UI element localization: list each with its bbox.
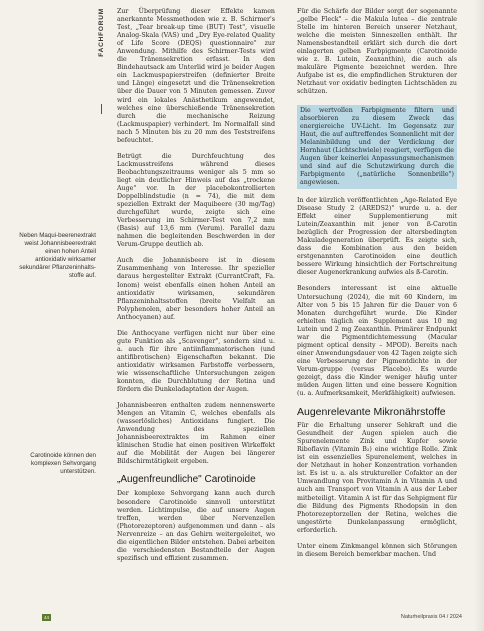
section-label-rule	[101, 104, 102, 114]
paragraph: Für die Schärfe der Bilder sorgt der sogenannte „gelbe Fleck" – die Makula lutea – die zentrale Stelle im hinteren Bereich unserer Netzhaut, welche die meisten Sinneszellen enthält. Ihr Namensbestandteil erklärt sich durch die dort einlagerten gelben Farbpigmente (Carotinoide wie z. B. Lutein, Zeaxanthin), die auch als makuläre Pigmente bezeichnet werden. Ihre Aufgabe ist es, die empfindlichen Strukturen der Netzhaut vor oxidativ bedingten Lichtschäden zu schützen.	[297, 8, 457, 96]
paragraph: Unter einem Zinkmangel können sich Störungen in diesem Bereich bemerkbar machen. Und	[297, 542, 457, 558]
text-column-right	[297, 8, 457, 567]
section-label	[95, 8, 107, 108]
paragraph: In der kürzlich veröffentlichten „Age-Related Eye Disease Study 2 (AREDS2)" wurde u. a. der Effekt einer Supplementierung mit Lutein/Zeaxanthin mit jener von ß-Carotin bezüglich der Progression der altersbedingten Makuladegeneration überprüft. Es zeigte sich, dass die Kombination aus den beiden erstgenannten Carotinoiden eine deutlich bessere Wirkung hinsichtlich der Fortschreitung dieser Augenerkrankung aufwies als ß-Carotin.	[297, 196, 457, 277]
paragraph: Besonders interessant ist eine aktuelle Untersuchung (2024), die mit 60 Kindern, im Alter von 5 bis 15 Jahren für die Dauer von 6 Monaten durchgeführt wurde. Die Kinder erhielten täglich ein Supplement aus 10 mg Lutein und 2 mg Zeaxanthin. Primärer Endpunkt war die Pigmentdichtemessung (Macular pigment optical density – MPOD). Bereits nach einer Anwendungsdauer von 42 Tagen zeigte sich eine Verbesserung der Pigmentdichte in der Verum-gruppe (versus Placebo). Es wurde gezeigt, dass die Kinder weniger häufig unter müden Augen litten und eine bessere Kognition (u. a. Aufmerksamkeit, Merkfähigkeit) aufwiesen.	[297, 285, 457, 398]
paragraph: Betrügt die Durchfeuchtung des Lackmusstreifens während dieses Beobachtungszeitraums weniger als 5 mm so liegt ein deutlicher Hinweis auf das „trockene Auge" vor. In der placebokontrollierten Doppelblindstudie (n = 74), die mit dem speziellen Extrakt der Maquibeere (30 mg/Tag) durchgeführt wurde, zeigte sich eine Verbesserung im Schirmer-Test von 7,2 mm (Basis) auf 13,6 mm (Verum). Parallel dazu nahmen die begleitenden Beschwerden in der Verum-Gruppe deutlich ab.	[117, 152, 275, 249]
margin-note-carotinoide: Carotinoide können den komplexen Sehvorgang unterstützen.	[30, 452, 96, 475]
page-number	[42, 614, 51, 621]
paragraph: Der komplexe Sehvorgang kann auch durch besondere Carotinoide sinnvoll unterstützt werden. Lichtimpulse, die auf unsere Augen treffen, werden über Nervenzellen (Photorezeptoren) aufgenommen und dann – als Nervenreize – an das Gehirn weitergeleitet, wo die eigentlichen Bilder entstehen. Dabei arbeiten die verschiedensten Bestandteile der Augen spezifisch und effizient zusammen.	[117, 490, 275, 562]
journal-footer: Naturheilpraxis 04 / 2024	[400, 614, 462, 620]
page-number-text: 44	[43, 615, 49, 620]
highlighted-paragraph: Die wertvollen Farbpigmente filtern und absorbieren zu diesem Zweck das energiereiche UV-Licht. Im Gegensatz zur Haut, die auf auftreffendes Sonnenlicht mit der Melaninbildung und der Verdickung der Hornhaut (Lichtschwiele) reagiert, verfügen die Augen über keinerlei Anpassungsmechanismen und sind auf die Schutzwirkung durch die Farbpigmente („natürliche Sonnenbrille") angewiesen.	[297, 105, 457, 189]
text-column-left	[117, 8, 275, 571]
margin-note-johannisbeere: Neben Maqui-beerenextrakt weist Johannisbeerextrakt einen hohen Anteil antioxidativ wirksamer sekundärer Pflanzeninhalts-stoffe auf.	[19, 232, 96, 279]
paragraph: Auch die Johannisbeere ist in diesem Zusammenhang von Interesse. Ihr spezieller daraus hergestellter Extrakt (CurrantCraft, Fa. Ionom) weist ebenfalls einen hohen Anteil an antioxidativ wirksamen, sekundären Pflanzeninhaltsstoffen (breite Vielfalt an Polyphenolen, aber besonders hoher Anteil an Anthocyanen) auf.	[117, 257, 275, 321]
paragraph: Für die Erhaltung unserer Sehkraft und die Gesundheit der Augen spielen auch die Spurenelemente Zink und Kupfer sowie Riboflavin (Vitamin B₂) eine wichtige Rolle. Zink ist ein essenzielles Spurenelement, welches in der Netzhaut in hoher Konzentration vorhanden ist. Es ist u. a. als struktureller Cofaktor an der Umwandlung von Provitamin A in Vitamin A und auch am Transport von Vitamin A aus der Leber mitbeteiligt. Vitamin A ist für das Sehpigment für die Bildung des Pigments Rhodopsin in den Photorezeptorzellen der Retina, welches die ungestörte Dunkelanpassung ermöglicht, erforderlich.	[297, 422, 457, 534]
paragraph: Johannisbeeren enthalten zudem nennenswerte Mengen an Vitamin C, welches ebenfalls als (wasserlösliches) Antioxidans fungiert. Die Anwendung des speziellen Johannisbeerextraktes im Rahmen einer klinischen Studie hat einen positiven Wirkeffekt auf die Mobilität der Augen bei längerer Bildschirmtätigkeit ergeben.	[117, 402, 275, 466]
page-edge-shadow	[474, 0, 484, 631]
paragraph: Die Anthocyane verfügen nicht nur über eine gute Funktion als „Scavenger", sondern sind u. a. auch für ihre antiinflammatorischen (und antifibrotischen) Eigenschaften bekannt. Die antioxidativ wirksamen Farbstoffe verbessern, wie wissenschaftliche Untersuchungen zeigen konnten, die Durchblutung der Retina und fördern die Dunkeladaptation der Augen.	[117, 329, 275, 394]
subheading-carotinoide: „Augenfreundliche" Carotinoide	[117, 474, 256, 486]
paragraph: Zur Überprüfung dieser Effekte kamen anerkannte Messmethoden wie z. B. Schirmer's Test, „Tear break-up time (BUT) Test", visuelle Analog-Skala (VAS) und „Dry Eye-related Quality of Life Score (DEQS) questionnaire" zur Anwendung. Mithilfe des Schirmer-Tests wird die Tränensekretion erfasst. In den Bindehautsack am Unterlid wird je beider Augen ein Lackmuspapierstreifen (definierter Breite und Länge) eingesetzt und die Tränensekretion über die Dauer von 5 Minuten gemessen. Zuvor wird ein lokales Anästhetikum angewendet, welches eine überschießende Tränensekretion durch die mechanische Reizung (Lackmuspapier) verhindert. Im Normalfall sind nach 5 Minuten bis zu 20 mm des Teststreifens befeuchtet.	[117, 8, 275, 144]
subheading-mikronaehrstoffe: Augenrelevante Mikronährstoffe	[297, 406, 446, 419]
section-label-text: FACHFORUM	[97, 8, 105, 57]
